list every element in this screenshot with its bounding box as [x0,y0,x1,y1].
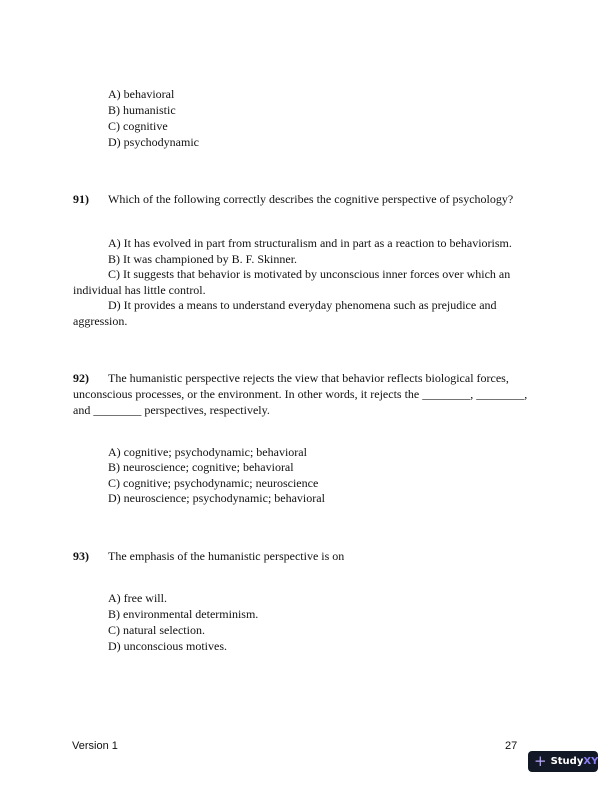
logo-brand-accent: XY [583,756,599,767]
option-c-continued: individual has little control. [73,283,206,297]
option-d: D) neuroscience; psychodynamic; behavioral [108,491,325,505]
option-c: C) It suggests that behavior is motivated by unconscious inner forces over which an [108,267,511,281]
question-text: The emphasis of the humanistic perspective is on [108,549,345,563]
question-text-line-3: and ________ perspectives, respectively. [73,403,270,417]
plus-icon: + [534,752,547,770]
option-b: B) It was championed by B. F. Skinner. [108,252,298,266]
question-text: Which of the following correctly describes the cognitive perspective of psychology? [108,192,514,206]
question-number: 91) [73,192,89,206]
option-a: A) cognitive; psychodynamic; behavioral [108,445,307,459]
option-d: D) unconscious motives. [108,639,227,653]
option-b: B) humanistic [108,103,176,117]
option-a: A) behavioral [108,87,175,101]
question-text-line-2: unconscious processes, or the environment. In other words, it rejects the ________, ________, [73,387,528,401]
option-d: D) psychodynamic [108,135,199,149]
option-c: C) cognitive [108,119,168,133]
option-a: A) free will. [108,591,167,605]
option-c: C) natural selection. [108,623,205,637]
footer-version: Version 1 [72,740,118,752]
option-d-continued: aggression. [73,314,128,328]
question-text: The humanistic perspective rejects the view that behavior reflects biological forces, [108,371,509,385]
question-number: 92) [73,371,89,385]
option-b: B) environmental determinism. [108,607,259,621]
studyxy-logo [528,751,598,772]
option-a: A) It has evolved in part from structuralism and in part as a reaction to behaviorism. [108,236,512,250]
option-b: B) neuroscience; cognitive; behavioral [108,460,294,474]
page-number: 27 [505,740,518,752]
option-c: C) cognitive; psychodynamic; neuroscience [108,476,319,490]
logo-brand: Study [550,756,584,767]
question-number: 93) [73,549,89,563]
option-d: D) It provides a means to understand everyday phenomena such as prejudice and [108,298,497,312]
